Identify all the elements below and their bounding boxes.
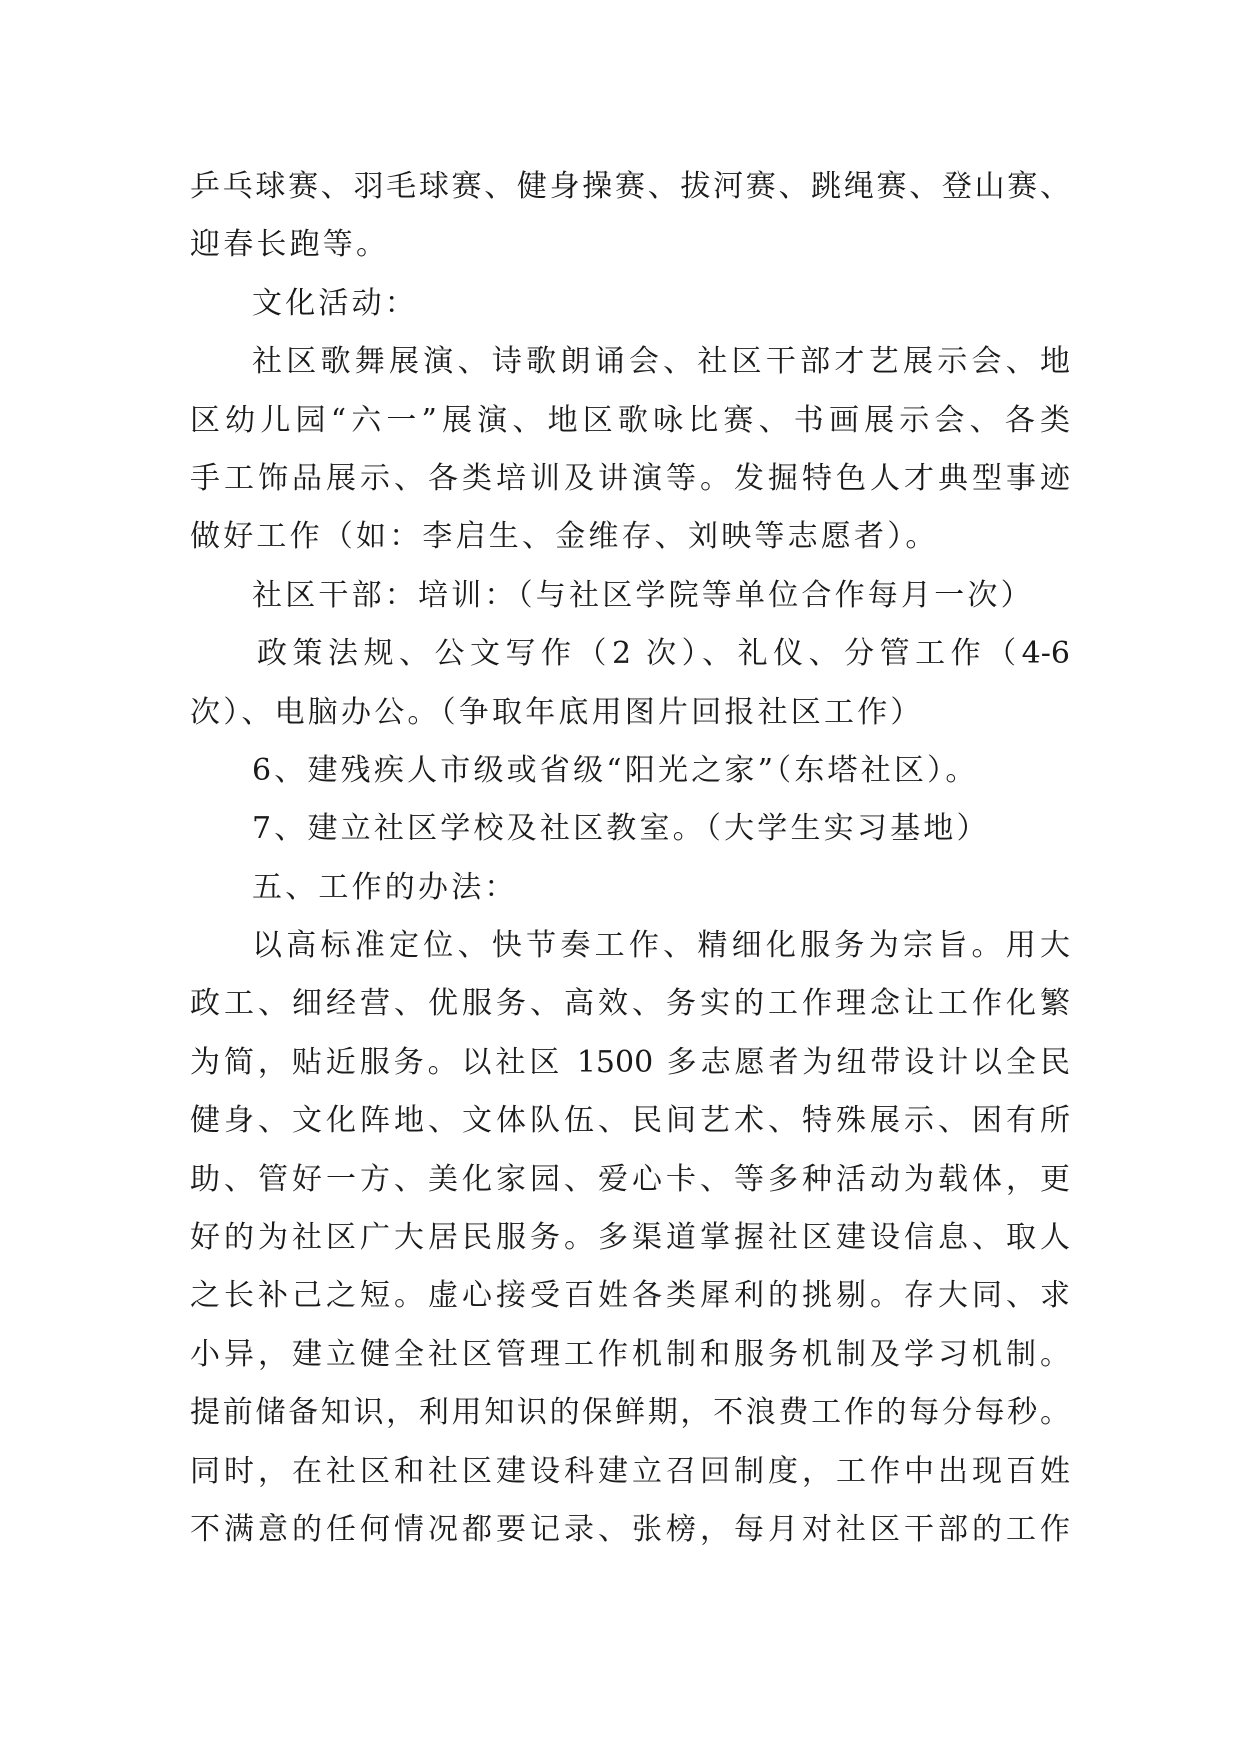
text-line: 做好工作（如：李启生、金维存、刘映等志愿者）。 [190, 519, 939, 555]
text-line: 社区干部：培训：（与社区学院等单位合作每月一次） [252, 577, 1034, 613]
text-line: 手工饰品展示、各类培训及讲演等。发掘特色人才典型事迹 [190, 460, 1070, 496]
text-line: 次）、电脑办公。（争取年底用图片回报社区工作） [190, 694, 924, 730]
text-line: 为简，贴近服务。以社区 1500 多志愿者为纽带设计以全民 [190, 1044, 1070, 1080]
text-line: 提前储备知识，利用知识的保鲜期，不浪费工作的每分每秒。 [190, 1395, 1070, 1431]
text-line: 政工、细经营、优服务、高效、务实的工作理念让工作化繁 [190, 986, 1070, 1022]
text-line: 同时，在社区和社区建设科建立召回制度，工作中出现百姓 [190, 1453, 1070, 1489]
list-item: 7、建立社区学校及社区教室。（大学生实习基地） [252, 811, 990, 847]
text-line: 助、管好一方、美化家园、爱心卡、等多种活动为载体，更 [190, 1161, 1070, 1197]
text-line: 以高标准定位、快节奏工作、精细化服务为宗旨。用大 [252, 928, 1070, 964]
section-heading: 文化活动： [252, 285, 418, 321]
text-line: 乒乓球赛、羽毛球赛、健身操赛、拔河赛、跳绳赛、登山赛、 [190, 169, 1070, 204]
text-line: 好的为社区广大居民服务。多渠道掌握社区建设信息、取人 [190, 1220, 1070, 1256]
document-body [190, 158, 1070, 1559]
text-line: 不满意的任何情况都要记录、张榜，每月对社区干部的工作 [190, 1511, 1070, 1547]
text-line: 小异，建立健全社区管理工作机制和服务机制及学习机制。 [190, 1336, 1070, 1372]
text-line: 健身、文化阵地、文体队伍、民间艺术、特殊展示、困有所 [190, 1103, 1070, 1139]
list-item: 6、建残疾人市级或省级“阳光之家”（东塔社区）。 [252, 752, 979, 788]
text-line: 社区歌舞展演、诗歌朗诵会、社区干部才艺展示会、地 [252, 344, 1070, 380]
section-heading: 五、工作的办法： [252, 869, 518, 905]
text-line: 之长补己之短。虚心接受百姓各类犀利的挑剔。存大同、求 [190, 1278, 1070, 1314]
text-line: 区幼儿园“六一”展演、地区歌咏比赛、书画展示会、各类 [190, 402, 1070, 438]
text-line: 迎春长跑等。 [190, 227, 390, 263]
text-line: 政策法规、公文写作（2 次）、礼仪、分管工作（4-6 [257, 636, 1070, 672]
